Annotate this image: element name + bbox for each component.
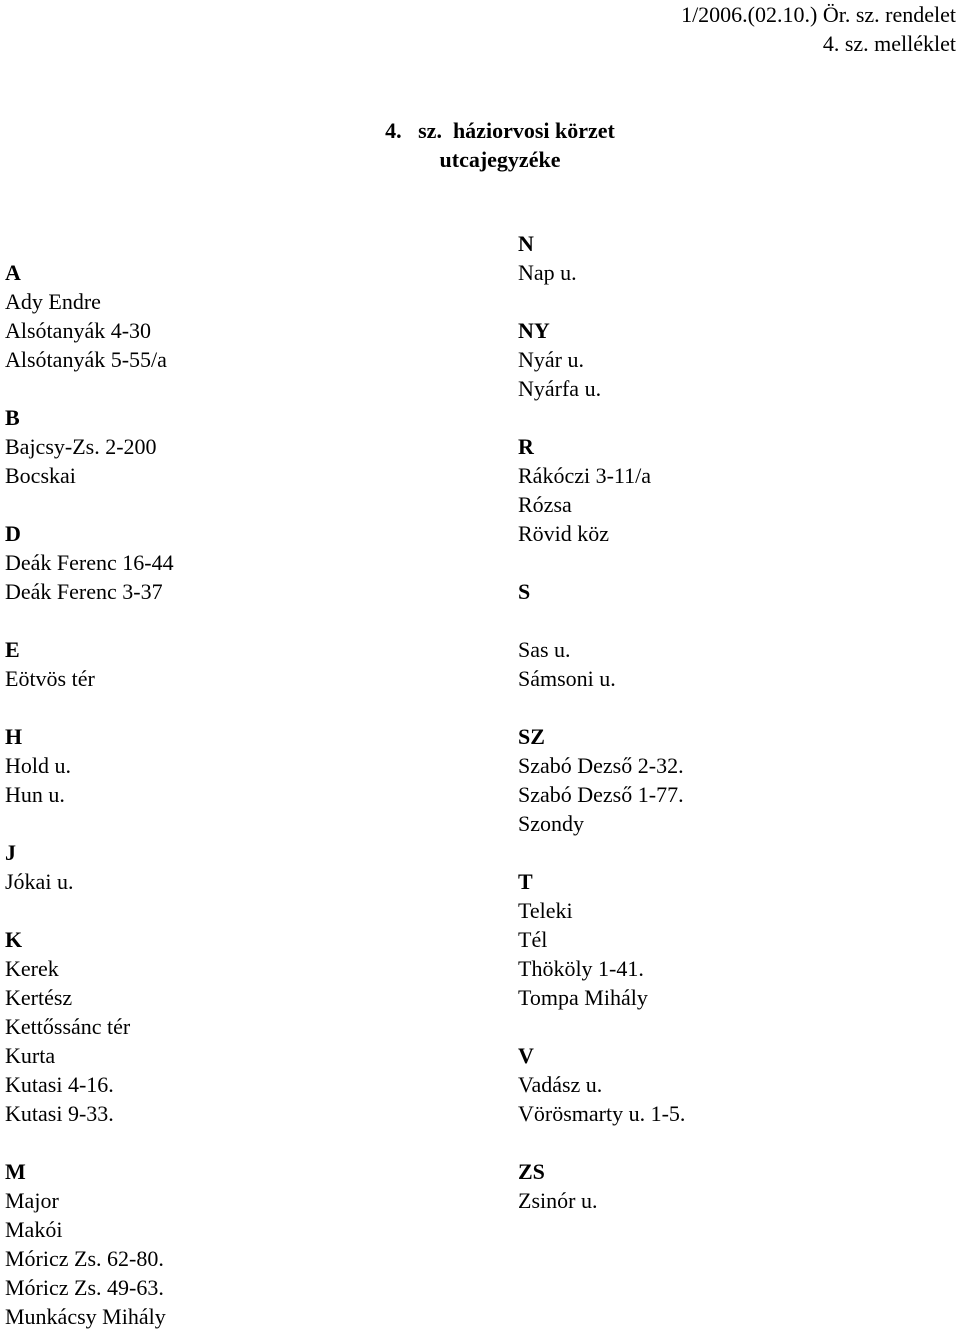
street-item: Rákóczi 3-11/a xyxy=(518,463,651,488)
street-item: Sas u. xyxy=(518,637,571,662)
street-item: Rövid köz xyxy=(518,521,610,546)
street-item: Bajcsy-Zs. 2-200 xyxy=(5,434,157,459)
street-item: Alsótanyák 4-30 xyxy=(5,318,152,343)
street-item: Kutasi 9-33. xyxy=(5,1101,114,1126)
letter-heading-v: V xyxy=(518,1043,534,1068)
letter-heading-b: B xyxy=(5,405,20,430)
street-item: Nyár u. xyxy=(518,347,584,372)
street-item: Szabó Dezső 2-32. xyxy=(518,753,684,778)
letter-heading-e: E xyxy=(5,637,20,662)
letter-heading-zs: ZS xyxy=(518,1159,545,1184)
street-item: Móricz Zs. 49-63. xyxy=(5,1275,164,1300)
title-line-2: utcajegyzéke xyxy=(439,147,561,172)
street-item: Nap u. xyxy=(518,260,577,285)
street-item: Eötvös tér xyxy=(5,666,95,691)
street-item: Szondy xyxy=(518,811,584,836)
street-item: Móricz Zs. 62-80. xyxy=(5,1246,164,1271)
page-title xyxy=(0,116,960,174)
spacer xyxy=(518,548,685,577)
letter-heading-n: N xyxy=(518,231,534,256)
spacer xyxy=(518,606,685,635)
letter-heading-a: A xyxy=(5,260,21,285)
street-item: Thököly 1-41. xyxy=(518,956,644,981)
regulation-number: 1/2006.(02.10.) Ör. sz. rendelet xyxy=(681,2,956,27)
letter-heading-d: D xyxy=(5,521,21,546)
letter-heading-m: M xyxy=(5,1159,26,1184)
spacer xyxy=(5,809,174,838)
spacer xyxy=(518,693,685,722)
street-item: Vadász u. xyxy=(518,1072,603,1097)
street-item: Deák Ferenc 16-44 xyxy=(5,550,174,575)
street-item: Vörösmarty u. 1-5. xyxy=(518,1101,686,1126)
street-item: Rózsa xyxy=(518,492,572,517)
street-item: Tél xyxy=(518,927,548,952)
spacer xyxy=(5,693,174,722)
street-item: Zsinór u. xyxy=(518,1188,598,1213)
street-item: Kutasi 4-16. xyxy=(5,1072,114,1097)
street-item: Kurta xyxy=(5,1043,56,1068)
street-item: Ady Endre xyxy=(5,289,101,314)
street-item: Deák Ferenc 3-37 xyxy=(5,579,163,604)
letter-heading-s: S xyxy=(518,579,531,604)
street-item: Szabó Dezső 1-77. xyxy=(518,782,684,807)
street-list-right xyxy=(518,229,685,1215)
street-item: Hold u. xyxy=(5,753,71,778)
spacer xyxy=(5,490,174,519)
street-list-left xyxy=(5,258,174,1331)
street-item: Major xyxy=(5,1188,59,1213)
street-item: Teleki xyxy=(518,898,573,923)
spacer xyxy=(518,403,685,432)
title-line-1: 4. sz. háziorvosi körzet xyxy=(385,118,615,143)
street-item: Tompa Mihály xyxy=(518,985,648,1010)
document-reference xyxy=(681,0,956,58)
letter-heading-sz: SZ xyxy=(518,724,545,749)
street-item: Kertész xyxy=(5,985,73,1010)
street-item: Munkácsy Mihály xyxy=(5,1304,166,1329)
street-item: Jókai u. xyxy=(5,869,74,894)
spacer xyxy=(5,896,174,925)
street-item: Sámsoni u. xyxy=(518,666,616,691)
letter-heading-r: R xyxy=(518,434,534,459)
street-item: Bocskai xyxy=(5,463,76,488)
street-item: Nyárfa u. xyxy=(518,376,602,401)
spacer xyxy=(518,1012,685,1041)
street-item: Kettőssánc tér xyxy=(5,1014,131,1039)
letter-heading-t: T xyxy=(518,869,533,894)
letter-heading-k: K xyxy=(5,927,23,952)
spacer xyxy=(518,838,685,867)
annex-number: 4. sz. melléklet xyxy=(822,31,956,56)
street-item: Hun u. xyxy=(5,782,65,807)
spacer xyxy=(518,1128,685,1157)
letter-heading-ny: NY xyxy=(518,318,550,343)
spacer xyxy=(5,374,174,403)
letter-heading-h: H xyxy=(5,724,23,749)
letter-heading-j: J xyxy=(5,840,16,865)
spacer xyxy=(5,1128,174,1157)
spacer xyxy=(518,287,685,316)
street-item: Alsótanyák 5-55/a xyxy=(5,347,167,372)
spacer xyxy=(5,606,174,635)
street-item: Makói xyxy=(5,1217,63,1242)
street-item: Kerek xyxy=(5,956,59,981)
